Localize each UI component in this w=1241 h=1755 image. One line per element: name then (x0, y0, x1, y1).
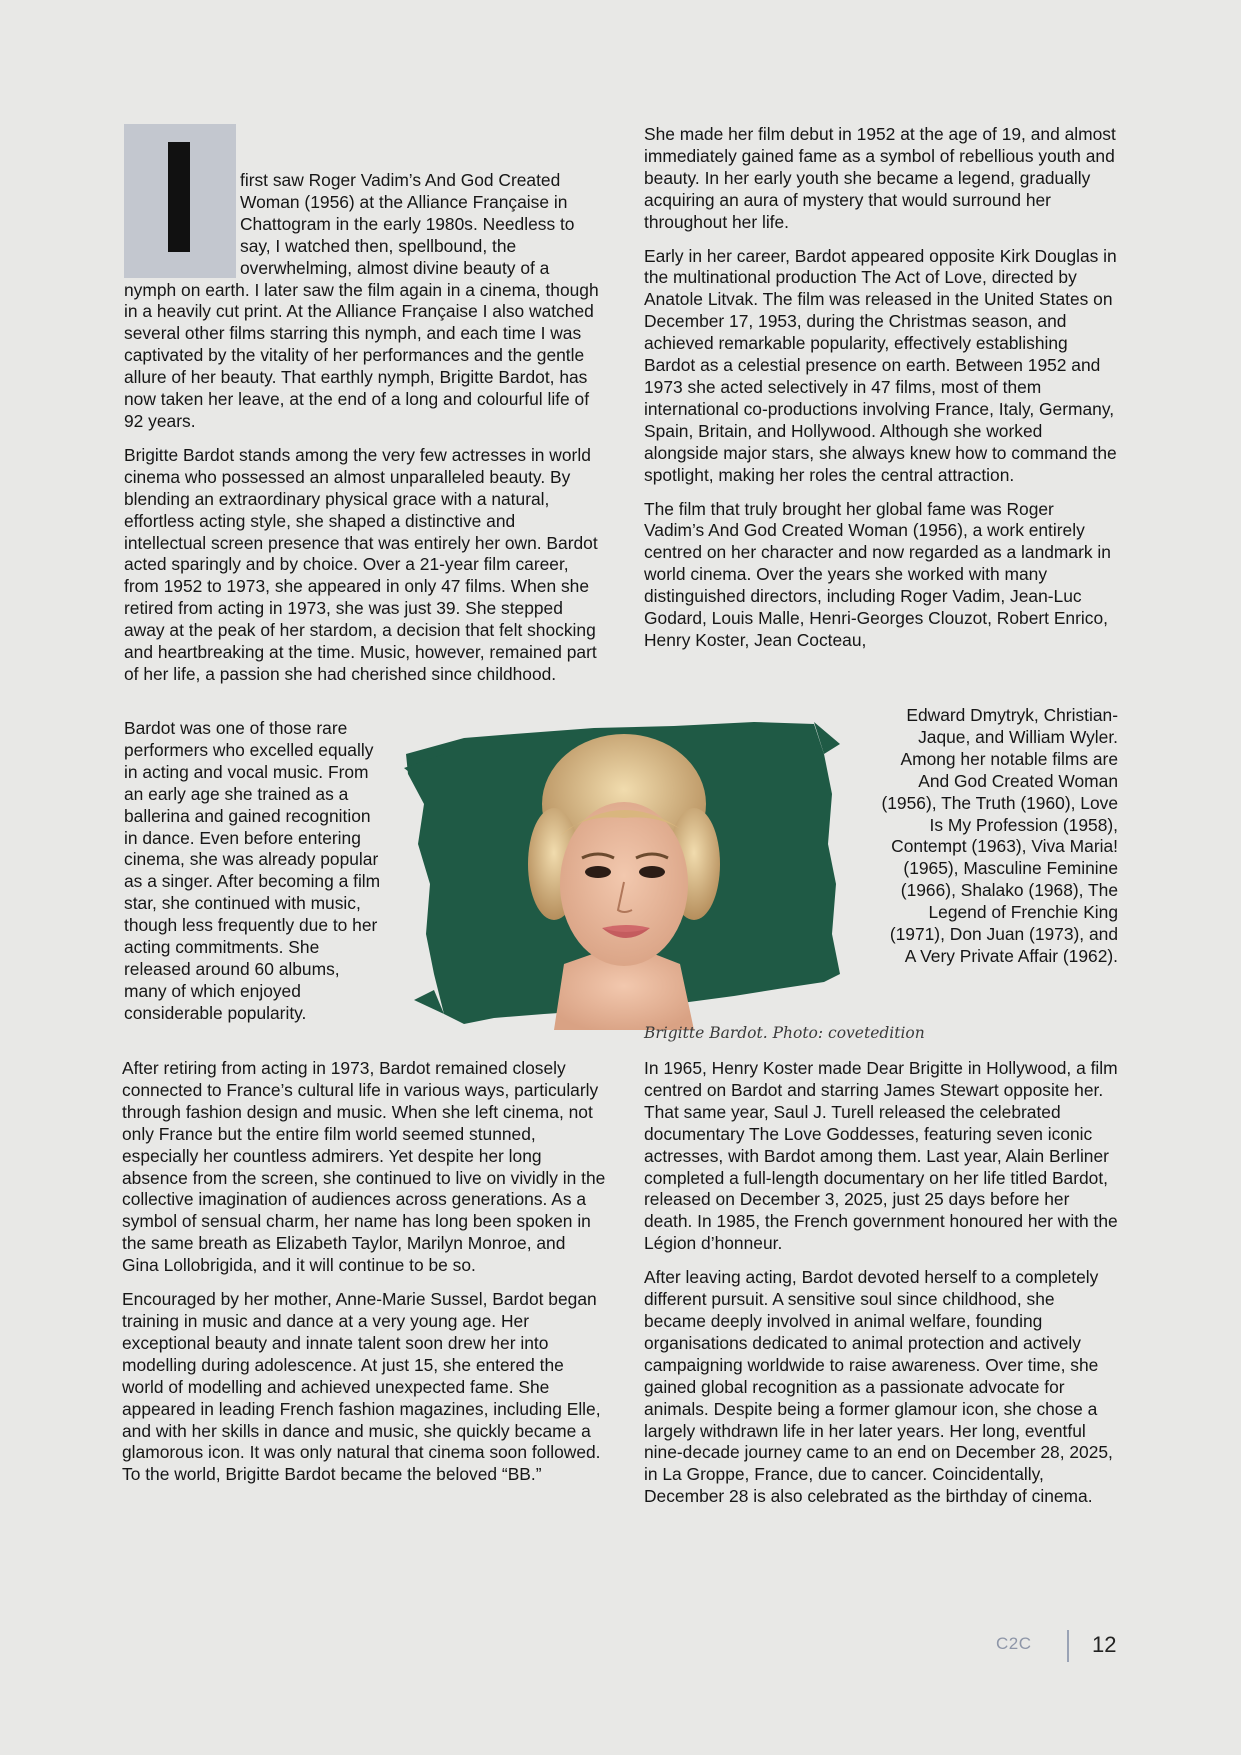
body-paragraph: Brigitte Bardot stands among the very few actresses in world cinema who possessed an almost unparalleled beauty. By blending an extraordinary physical grace with a natural, effortless acting style, she shaped a distinctive and intellectual screen presence that was entirely her own. Bardot acted sparingly and by choice. Over a 21-year film career, from 1952 to 1973, she appeared in only 47 films. When she retired from acting in 1973, she was just 39. She stepped away at the peak of her stardom, a decision that felt shocking and heartbreaking at the time. Music, however, remained part of her life, a passion she had cherished since childhood. (124, 444, 598, 684)
body-paragraph: Bardot was one of those rare performers who excelled equally in acting and vocal music. From an early age she trained as a ballerina and gained recognition in dance. Even before entering cinema, she was already popular as a singer. After becoming a film star, she continued with music, though less frequently due to her acting commitments. She released around 60 albums, many of which enjoyed considerable popularity. (124, 718, 381, 1023)
column-right-wrap (876, 705, 1118, 980)
dropcap-box (124, 124, 236, 278)
body-paragraph: She made her film debut in 1952 at the age of 19, and almost immediately gained fame as a symbol of rebellious youth and beauty. In her early youth she became a legend, gradually acquiring an aura of mystery that would surround her throughout her life. (644, 124, 1116, 232)
body-paragraph: Encouraged by her mother, Anne-Marie Sussel, Bardot began training in music and dance at a very young age. Her exceptional beauty and innate talent soon drew her into modelling during adolescence. At just 15, she entered the world of modelling and achieved unexpected fame. She appeared in leading French fashion magazines, including Elle, and with her skills in dance and music, she quickly became a glamorous icon. It was only natural that cinema soon followed. To the world, Brigitte Bardot became the beloved “BB.” (122, 1289, 601, 1485)
footer-divider (1067, 1630, 1069, 1662)
publication-label: C2C (996, 1634, 1032, 1653)
portrait-illustration (404, 714, 840, 1030)
column-right-top (644, 124, 1118, 664)
dropcap-letter (168, 142, 190, 252)
intro-paragraph (124, 124, 602, 433)
body-paragraph: In 1965, Henry Koster made Dear Brigitte in Hollywood, a film centred on Bardot and starring James Stewart opposite her. That same year, Saul J. Turell released the celebrated documentary The Love Goddesses, featuring seven iconic actresses, with Bardot among them. Last year, Alain Berliner completed a full-length documentary on her life titled Bardot, released on December 3, 2025, just 25 days before her death. In 1985, the French government honoured her with the Légion d’honneur. (644, 1058, 1118, 1254)
photo-caption: Brigitte Bardot. Photo: covetedition (644, 1024, 925, 1042)
body-paragraph: The film that truly brought her global fame was Roger Vadim’s And God Created Woman (1956), a work entirely centred on her character and now regarded as a landmark in world cinema. Over the years she worked with many distinguished directors, including Roger Vadim, Jean-Luc Godard, Louis Malle, Henri-Georges Clouzot, Robert Enrico, Henry Koster, Jean Cocteau, (644, 498, 1111, 650)
body-paragraph: Edward Dmytryk, Christian-Jaque, and William Wyler. Among her notable films are And God Created Woman (1956), The Truth (1960), Love Is My Profession (1958), Contempt (1963), Viva Maria! (1965), Masculine Feminine (1966), Shalako (1968), The Legend of Frenchie King (1971), Don Juan (1973), and A Very Private Affair (1962). (881, 705, 1118, 966)
intro-text: first saw Roger Vadim’s And God Created Woman (1956) at the Alliance Française in Chattogram in the early 1980s. Needless to say, I watched then, spellbound, the overwhelming, almost divine beauty of a nymph on earth. I later saw the film again in a cinema, though in a heavily cut print. At the Alliance Française I also watched several other films starring this nymph, and each time I was captivated by the vitality of her performances and the gentle allure of her beauty. That earthly nymph, Brigitte Bardot, has now taken her leave, at the end of a long and colourful life of 92 years. (124, 170, 599, 431)
column-left-bottom (122, 1058, 606, 1498)
page-number: 12 (1092, 1632, 1117, 1657)
body-paragraph: After leaving acting, Bardot devoted herself to a completely different pursuit. A sensitive soul since childhood, she became deeply involved in animal welfare, founding organisations dedicated to animal protection and actively campaigning worldwide to raise awareness. Over time, she gained global recognition as a passionate advocate for animals. Despite being a former glamour icon, she chose a largely withdrawn life in her later years. Her long, eventful nine-decade journey came to an end on December 28, 2025, in La Groppe, France, due to cancer. Coincidentally, December 28 is also celebrated as the birthday of cinema. (644, 1267, 1113, 1507)
column-left-top (124, 124, 602, 698)
portrait-photo (404, 714, 840, 1030)
column-right-bottom (644, 1058, 1118, 1520)
body-paragraph: Early in her career, Bardot appeared opposite Kirk Douglas in the multinational production The Act of Love, directed by Anatole Litvak. The film was released in the United States on December 17, 1953, during the Christmas season, and achieved remarkable popularity, effectively establishing Bardot as a celestial presence on earth. Between 1952 and 1973 she acted selectively in 47 films, most of them international co-productions involving France, Italy, Germany, Spain, Britain, and Hollywood. Although she worked alongside major stars, she always knew how to command the spotlight, making her roles the central attraction. (644, 245, 1117, 485)
body-paragraph: After retiring from acting in 1973, Bardot remained closely connected to France’s cultural life in various ways, particularly through fashion design and music. When she left cinema, not only France but the entire film world seemed stunned, especially her countless admirers. Yet despite her long absence from the screen, she continued to live on vividly in the collective imagination of audiences across generations. As a symbol of sensual charm, her name has long been spoken in the same breath as Elizabeth Taylor, Marilyn Monroe, and Gina Lollobrigida, and it will continue to be so. (122, 1058, 606, 1276)
column-left-wrap (124, 718, 386, 1037)
